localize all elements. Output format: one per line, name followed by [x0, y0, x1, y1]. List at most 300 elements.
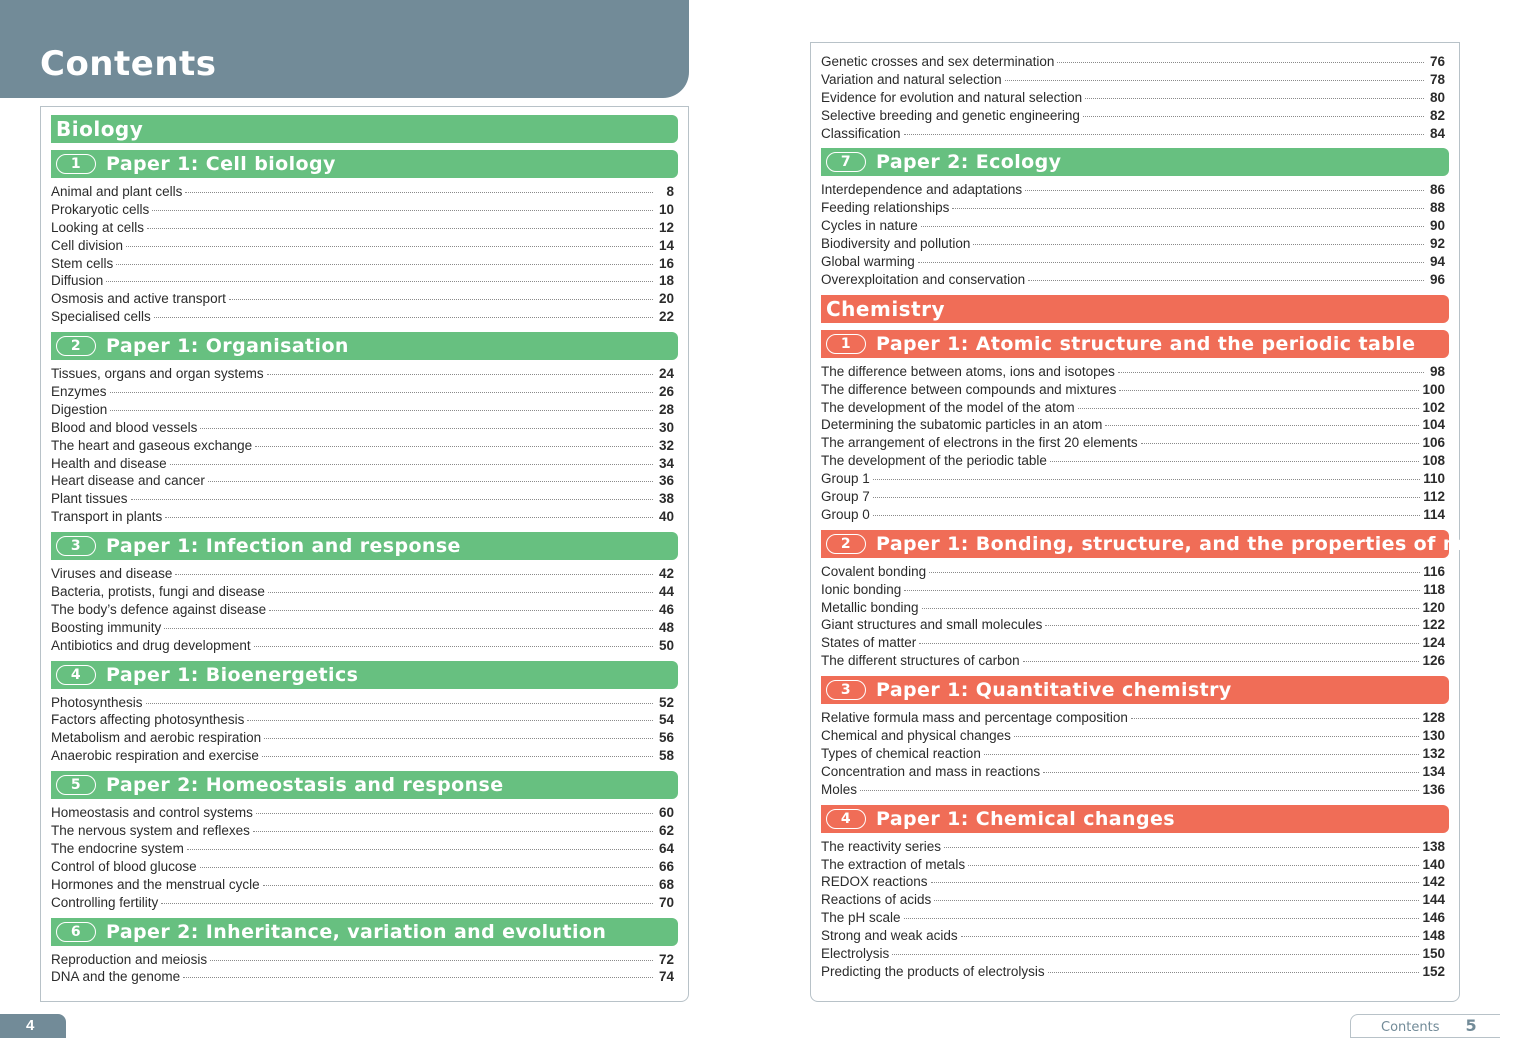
- toc-entry: [51, 840, 678, 858]
- entry-title: The development of the periodic table: [821, 453, 1047, 469]
- entry-title: Enzymes: [51, 384, 107, 400]
- entry-title: Group 0: [821, 506, 870, 522]
- entry-title: Anaerobic respiration and exercise: [51, 748, 259, 764]
- toc-entry: [51, 219, 678, 237]
- entry-title: States of matter: [821, 635, 917, 651]
- dot-leader: [1045, 625, 1419, 626]
- toc-entry: [51, 419, 678, 437]
- dot-leader: [183, 977, 653, 978]
- section-title: Paper 1: Bonding, structure, and the properties of matter: [876, 532, 1518, 555]
- entry-title: Prokaryotic cells: [51, 201, 150, 217]
- entry-title: DNA and the genome: [51, 969, 181, 985]
- toc-entry: [51, 472, 678, 490]
- toc-entry: [51, 201, 678, 219]
- entry-title: Antibiotics and drug development: [51, 637, 251, 653]
- entry-title: Predicting the products of electrolysis: [821, 963, 1045, 979]
- toc-entry: [821, 89, 1449, 107]
- dot-leader: [200, 428, 653, 429]
- entry-title: Feeding relationships: [821, 200, 950, 216]
- paper-section-header: [51, 918, 678, 946]
- entry-page-number: 32: [658, 437, 674, 453]
- entry-title: Cycles in nature: [821, 218, 918, 234]
- entry-page-number: 152: [1422, 963, 1445, 979]
- entry-page-number: 8: [666, 184, 674, 199]
- toc-entry: [51, 437, 678, 455]
- entry-page-number: 148: [1422, 928, 1445, 944]
- entry-page-number: 140: [1422, 856, 1445, 872]
- section-entry-list: [51, 183, 678, 326]
- entry-title: The body’s defence against disease: [51, 601, 267, 617]
- toc-entry: [821, 616, 1449, 634]
- toc-entry: [51, 858, 678, 876]
- toc-entry: [821, 217, 1449, 235]
- entry-page-number: 50: [658, 637, 674, 653]
- entry-page-number: 142: [1422, 874, 1445, 890]
- dot-leader: [919, 643, 1419, 644]
- toc-entry: [821, 873, 1449, 891]
- entry-title: Plant tissues: [51, 491, 128, 507]
- dot-leader: [931, 882, 1420, 883]
- toc-entry: [51, 747, 678, 765]
- section-entry-list: [821, 363, 1449, 524]
- entry-page-number: 60: [658, 805, 674, 821]
- paper-section-header: [821, 530, 1518, 558]
- entry-title: Digestion: [51, 401, 108, 417]
- left-contents-panel: [40, 106, 689, 1002]
- entry-title: Stem cells: [51, 255, 114, 271]
- entry-page-number: 40: [658, 509, 674, 525]
- entry-page-number: 70: [658, 894, 674, 910]
- dot-leader: [921, 226, 1424, 227]
- toc-entry: [51, 951, 678, 969]
- entry-title: Boosting immunity: [51, 619, 162, 635]
- entry-title: Viruses and disease: [51, 566, 173, 582]
- entry-title: The pH scale: [821, 910, 901, 926]
- entry-title: Classification: [821, 125, 901, 141]
- section-entry-list: [821, 838, 1449, 981]
- dot-leader: [185, 192, 653, 193]
- dot-leader: [147, 228, 653, 229]
- entry-page-number: 52: [658, 694, 674, 710]
- dot-leader: [873, 497, 1420, 498]
- dot-leader: [247, 720, 653, 721]
- entry-page-number: 30: [658, 419, 674, 435]
- entry-page-number: 98: [1429, 363, 1445, 379]
- entry-page-number: 36: [658, 473, 674, 489]
- entry-title: Determining the subatomic particles in an atom: [821, 417, 1103, 433]
- entry-title: Interdependence and adaptations: [821, 182, 1023, 198]
- toc-entry: [51, 183, 678, 201]
- toc-entry: [51, 968, 678, 986]
- entry-page-number: 138: [1422, 838, 1445, 854]
- entry-page-number: 64: [658, 840, 674, 856]
- dot-leader: [1028, 280, 1424, 281]
- toc-entry: [821, 634, 1449, 652]
- toc-entry: [821, 416, 1449, 434]
- entry-page-number: 128: [1422, 710, 1445, 726]
- dot-leader: [973, 244, 1424, 245]
- entry-title: Photosynthesis: [51, 694, 143, 710]
- entry-title: Diffusion: [51, 273, 104, 289]
- entry-page-number: 84: [1429, 125, 1445, 141]
- toc-entry: [821, 745, 1449, 763]
- toc-entry: [51, 822, 678, 840]
- paper-section-header: [821, 805, 1449, 833]
- entry-page-number: 46: [658, 601, 674, 617]
- footer-right: [1350, 1014, 1500, 1038]
- dot-leader: [922, 608, 1420, 609]
- entry-title: Biodiversity and pollution: [821, 236, 971, 252]
- entry-page-number: 102: [1422, 399, 1445, 415]
- dot-leader: [264, 738, 653, 739]
- entry-page-number: 12: [658, 219, 674, 235]
- toc-entry: [821, 945, 1449, 963]
- entry-page-number: 126: [1422, 653, 1445, 669]
- section-title: Paper 1: Chemical changes: [876, 807, 1175, 830]
- section-number-badge: 2: [56, 336, 96, 356]
- toc-entry: [821, 709, 1449, 727]
- entry-page-number: 130: [1422, 728, 1445, 744]
- subject-bar-biology: Biology: [51, 115, 678, 143]
- dot-leader: [1131, 718, 1420, 719]
- entry-title: Reactions of acids: [821, 892, 932, 908]
- entry-page-number: 10: [658, 201, 674, 217]
- paper-section-header: [821, 330, 1449, 358]
- entry-page-number: 100: [1422, 381, 1445, 397]
- section-number-badge: 3: [56, 536, 96, 556]
- toc-entry: [51, 272, 678, 290]
- entry-title: Hormones and the menstrual cycle: [51, 876, 260, 892]
- entry-page-number: 144: [1422, 892, 1445, 908]
- toc-entry: [51, 729, 678, 747]
- section-title: Paper 2: Inheritance, variation and evolution: [106, 920, 607, 943]
- entry-page-number: 44: [658, 584, 674, 600]
- entry-title: Evidence for evolution and natural selection: [821, 89, 1083, 105]
- toc-entry: [821, 253, 1449, 271]
- entry-title: Control of blood glucose: [51, 858, 197, 874]
- section-number-badge: 3: [826, 680, 866, 700]
- dot-leader: [918, 262, 1424, 263]
- dot-leader: [152, 210, 653, 211]
- dot-leader: [1119, 390, 1419, 391]
- dot-leader: [200, 867, 653, 868]
- section-title: Paper 1: Quantitative chemistry: [876, 679, 1232, 702]
- entry-page-number: 104: [1422, 417, 1445, 433]
- entry-title: Osmosis and active transport: [51, 291, 226, 307]
- entry-title: Reproduction and meiosis: [51, 951, 208, 967]
- entry-page-number: 106: [1422, 435, 1445, 451]
- dot-leader: [1025, 190, 1424, 191]
- dot-leader: [229, 299, 653, 300]
- entry-page-number: 58: [658, 748, 674, 764]
- entry-page-number: 124: [1422, 635, 1445, 651]
- toc-entry: [51, 290, 678, 308]
- toc-entry: [821, 891, 1449, 909]
- entry-title: Looking at cells: [51, 219, 145, 235]
- dot-leader: [116, 264, 653, 265]
- toc-entry: [821, 399, 1449, 417]
- entry-page-number: 96: [1429, 271, 1445, 287]
- dot-leader: [860, 790, 1419, 791]
- toc-entry: [51, 804, 678, 822]
- section-title: Paper 1: Infection and response: [106, 535, 461, 558]
- entry-title: Strong and weak acids: [821, 928, 958, 944]
- dot-leader: [269, 610, 653, 611]
- entry-page-number: 116: [1423, 563, 1445, 579]
- entry-page-number: 92: [1429, 236, 1445, 252]
- entry-page-number: 16: [658, 255, 674, 271]
- page-number-right: 5: [1465, 1016, 1477, 1035]
- dot-leader: [984, 754, 1420, 755]
- dot-leader: [106, 281, 653, 282]
- toc-entry: [821, 927, 1449, 945]
- toc-entry: [821, 488, 1449, 506]
- toc-entry: [821, 781, 1449, 799]
- paper-section-header: [51, 771, 678, 799]
- right-contents-panel: [810, 42, 1518, 1002]
- entry-title: Specialised cells: [51, 309, 151, 325]
- dot-leader: [131, 499, 653, 500]
- dot-leader: [904, 134, 1424, 135]
- toc-entry: [821, 71, 1449, 89]
- toc-entry: [821, 506, 1449, 524]
- entry-page-number: 88: [1429, 200, 1445, 216]
- section-number-badge: 1: [826, 334, 866, 354]
- entry-title: The reactivity series: [821, 838, 942, 854]
- dot-leader: [208, 481, 653, 482]
- section-entry-list: [51, 565, 678, 654]
- dot-leader: [256, 813, 653, 814]
- dot-leader: [961, 936, 1420, 937]
- entry-title: Homeostasis and control systems: [51, 805, 253, 821]
- dot-leader: [255, 446, 653, 447]
- entry-page-number: 114: [1423, 506, 1445, 522]
- section-number-badge: 2: [826, 534, 866, 554]
- entry-title: The different structures of carbon: [821, 653, 1020, 669]
- entry-title: REDOX reactions: [821, 874, 928, 890]
- entry-page-number: 118: [1423, 581, 1445, 597]
- dot-leader: [154, 317, 653, 318]
- entry-page-number: 24: [658, 366, 674, 382]
- toc-entry: [821, 599, 1449, 617]
- entry-title: Relative formula mass and percentage composition: [821, 710, 1128, 726]
- dot-leader: [253, 831, 653, 832]
- section-title: Paper 1: Cell biology: [106, 153, 336, 175]
- entry-page-number: 18: [658, 273, 674, 289]
- toc-entry: [51, 401, 678, 419]
- page-number-left: 4: [0, 1014, 66, 1038]
- toc-entry: [51, 508, 678, 526]
- toc-entry: [821, 909, 1449, 927]
- dot-leader: [175, 574, 653, 575]
- paper-section-header: [51, 332, 678, 360]
- entry-title: The difference between atoms, ions and isotopes: [821, 363, 1115, 379]
- entry-page-number: 54: [658, 712, 674, 728]
- section-number-badge: 7: [826, 152, 866, 172]
- entry-page-number: 26: [658, 384, 674, 400]
- entry-page-number: 72: [658, 951, 674, 967]
- entry-page-number: 122: [1422, 617, 1445, 633]
- entry-page-number: 136: [1422, 781, 1445, 797]
- entry-title: Controlling fertility: [51, 894, 159, 910]
- dot-leader: [1014, 736, 1420, 737]
- entry-title: The heart and gaseous exchange: [51, 437, 253, 453]
- dot-leader: [1048, 972, 1420, 973]
- dot-leader: [267, 374, 653, 375]
- entry-page-number: 68: [658, 876, 674, 892]
- entry-title: Animal and plant cells: [51, 184, 183, 199]
- entry-title: Covalent bonding: [821, 563, 927, 579]
- dot-leader: [126, 246, 653, 247]
- toc-entry: [821, 581, 1449, 599]
- entry-title: Concentration and mass in reactions: [821, 763, 1041, 779]
- toc-entry: [821, 652, 1449, 670]
- entry-title: Ionic bonding: [821, 581, 902, 597]
- entry-title: Blood and blood vessels: [51, 419, 198, 435]
- toc-entry: [821, 271, 1449, 289]
- entry-page-number: 34: [658, 455, 674, 471]
- chemistry-section-list: [821, 330, 1518, 981]
- dot-leader: [1057, 62, 1424, 63]
- toc-entry: [821, 838, 1449, 856]
- section-entry-list: [51, 951, 678, 987]
- dot-leader: [268, 592, 653, 593]
- entry-title: The nervous system and reflexes: [51, 823, 250, 839]
- entry-title: Tissues, organs and organ systems: [51, 366, 264, 382]
- toc-entry: [821, 53, 1449, 71]
- entry-page-number: 112: [1423, 489, 1445, 505]
- dot-leader: [1085, 98, 1424, 99]
- toc-entry: [821, 563, 1449, 581]
- section-number-badge: 1: [56, 154, 96, 174]
- entry-page-number: 146: [1422, 910, 1445, 926]
- page-title: Contents: [40, 44, 217, 84]
- entry-title: Electrolysis: [821, 945, 890, 961]
- entry-title: Metabolism and aerobic respiration: [51, 730, 262, 746]
- toc-entry: [821, 856, 1449, 874]
- toc-entry: [51, 255, 678, 273]
- entry-title: Variation and natural selection: [821, 71, 1002, 87]
- entry-title: Bacteria, protists, fungi and disease: [51, 584, 265, 600]
- entry-title: Transport in plants: [51, 509, 163, 525]
- toc-entry: [51, 383, 678, 401]
- section-number-badge: 4: [56, 665, 96, 685]
- toc-entry: [51, 490, 678, 508]
- dot-leader: [892, 954, 1419, 955]
- entry-page-number: 42: [658, 566, 674, 582]
- section-title: Paper 1: Bioenergetics: [106, 663, 359, 686]
- entry-page-number: 48: [658, 619, 674, 635]
- entry-page-number: 86: [1429, 182, 1445, 198]
- paper-section-header: [51, 532, 678, 560]
- toc-entry: [821, 199, 1449, 217]
- dot-leader: [1105, 425, 1419, 426]
- dot-leader: [934, 900, 1419, 901]
- dot-leader: [904, 918, 1420, 919]
- dot-leader: [1078, 408, 1420, 409]
- section-entry-list: [51, 804, 678, 911]
- paper-section-header: [51, 661, 678, 689]
- dot-leader: [1118, 372, 1424, 373]
- dot-leader: [161, 903, 653, 904]
- entry-title: Giant structures and small molecules: [821, 617, 1043, 633]
- entry-title: Overexploitation and conservation: [821, 271, 1026, 287]
- footer-label: Contents: [1381, 1020, 1440, 1035]
- dot-leader: [1023, 661, 1420, 662]
- entry-page-number: 20: [658, 291, 674, 307]
- entry-page-number: 74: [658, 969, 674, 985]
- entry-title: Moles: [821, 781, 858, 797]
- toc-entry: [51, 876, 678, 894]
- entry-page-number: 90: [1429, 218, 1445, 234]
- paper-section-header: [821, 676, 1449, 704]
- entry-title: Types of chemical reaction: [821, 745, 981, 761]
- toc-entry: [821, 434, 1449, 452]
- entry-title: The development of the model of the atom: [821, 399, 1075, 415]
- section-title: Paper 1: Atomic structure and the periodic table: [876, 332, 1416, 355]
- entry-title: Chemical and physical changes: [821, 728, 1011, 744]
- entry-title: Selective breeding and genetic engineering: [821, 107, 1080, 123]
- entry-title: Group 7: [821, 489, 870, 505]
- dot-leader: [1050, 461, 1420, 462]
- section-title: Paper 2: Ecology: [876, 151, 1062, 174]
- dot-leader: [1083, 116, 1424, 117]
- paper-section-header: [821, 148, 1449, 176]
- section-entry-list: [51, 694, 678, 766]
- entry-page-number: 62: [658, 823, 674, 839]
- toc-entry: [821, 963, 1449, 981]
- dot-leader: [262, 756, 653, 757]
- entry-title: Factors affecting photosynthesis: [51, 712, 245, 728]
- toc-entry: [821, 125, 1449, 143]
- toc-entry: [51, 455, 678, 473]
- dot-leader: [968, 865, 1419, 866]
- section-number-badge: 6: [56, 922, 96, 942]
- subject-bar-chemistry: Chemistry: [821, 295, 1449, 323]
- entry-page-number: 110: [1423, 471, 1445, 487]
- toc-entry: [51, 237, 678, 255]
- dot-leader: [873, 515, 1420, 516]
- dot-leader: [1005, 80, 1424, 81]
- toc-entry: [51, 619, 678, 637]
- entry-title: The extraction of metals: [821, 856, 966, 872]
- dot-leader: [952, 208, 1424, 209]
- dot-leader: [165, 517, 653, 518]
- toc-entry: [51, 694, 678, 712]
- section-entry-list: [821, 181, 1449, 288]
- dot-leader: [263, 885, 653, 886]
- dot-leader: [1141, 443, 1420, 444]
- dot-leader: [944, 847, 1419, 848]
- entry-page-number: 38: [658, 491, 674, 507]
- dot-leader: [1043, 772, 1419, 773]
- entry-page-number: 28: [658, 401, 674, 417]
- dot-leader: [904, 590, 1420, 591]
- entry-page-number: 134: [1422, 763, 1445, 779]
- entry-title: Cell division: [51, 237, 124, 253]
- toc-entry: [821, 381, 1449, 399]
- entry-title: Metallic bonding: [821, 599, 919, 615]
- dot-leader: [187, 849, 653, 850]
- entry-page-number: 22: [658, 309, 674, 325]
- entry-page-number: 94: [1429, 254, 1445, 270]
- entry-page-number: 80: [1429, 89, 1445, 105]
- toc-entry: [821, 452, 1449, 470]
- toc-entry: [51, 565, 678, 583]
- entry-title: The arrangement of electrons in the first 20 elements: [821, 435, 1138, 451]
- toc-entry: [51, 637, 678, 655]
- section-title: Paper 1: Organisation: [106, 335, 349, 358]
